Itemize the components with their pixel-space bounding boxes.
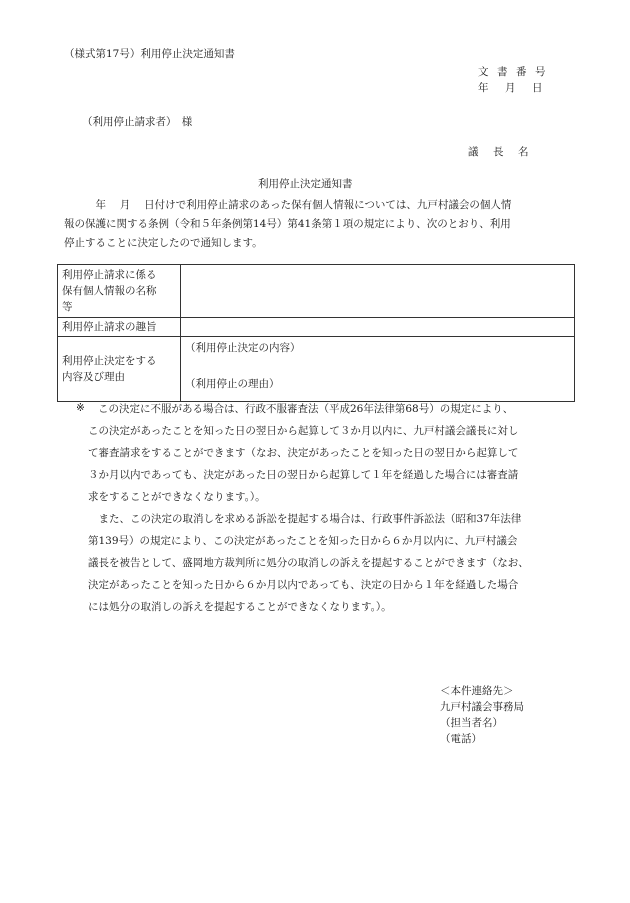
note-line: ３か月以内であっても、決定があった日の翌日から起算して１年を経過した場合には審査請 <box>88 469 519 481</box>
table-row <box>58 265 575 318</box>
body-line: 報の保護に関する条例（令和５年条例第14号）第41条第１項の規定により、次のとおり、利用 <box>64 218 511 230</box>
contact-heading: ＜本件連絡先＞ <box>440 685 514 697</box>
note-line: この決定に不服がある場合は、行政不服審査法（平成26年法律第68号）の規定により、 <box>98 403 514 415</box>
table-row <box>58 337 575 402</box>
note-line: には処分の取消しの訴えを提起することができなくなります。）。 <box>88 601 392 613</box>
table-label-cell: 利用停止請求の趣旨 <box>58 318 181 337</box>
note-line: 求をすることができなくなります。）。 <box>88 491 266 503</box>
value-line: （利用停止決定の内容） <box>185 342 301 354</box>
body-paragraph <box>64 196 564 253</box>
contact-phone: （電話） <box>440 733 482 745</box>
table-value-cell <box>181 337 575 402</box>
document-title: 利用停止決定通知書 <box>258 178 353 190</box>
body-line: 年 月 日付けで利用停止請求のあった保有個人情報については、九戸村議会の個人情 <box>64 199 512 211</box>
value-line <box>185 357 570 375</box>
note-paragraph-1-cont <box>88 420 568 508</box>
note-line: この決定があったことを知った日の翌日から起算して３か月以内に、九戸村議会議長に対し <box>88 425 519 437</box>
form-label: （様式第17号）利用停止決定通知書 <box>64 48 235 60</box>
note-line: て審査請求をすることができます（なお、決定があったことを知った日の翌日から起算して <box>88 447 519 459</box>
label-line: 等 <box>62 301 73 313</box>
note-line: 決定があったことを知った日から６か月以内であっても、決定の日から１年を経過した場合 <box>88 579 519 591</box>
addressee: （利用停止請求者） 様 <box>82 116 193 128</box>
document-number: 文書番号 <box>478 66 554 78</box>
sender-name: 議 長 名 <box>468 146 531 158</box>
table-row <box>58 318 575 337</box>
note-paragraph-1 <box>98 398 568 420</box>
contact-office: 九戸村議会事務局 <box>440 701 524 713</box>
contact-block <box>440 683 524 747</box>
table-label-cell <box>58 265 181 318</box>
label-line: 内容及び理由 <box>62 371 125 383</box>
note-paragraph-2 <box>88 508 568 618</box>
decision-table <box>57 264 575 402</box>
table-label-cell <box>58 337 181 402</box>
label-line: 保有個人情報の名称 <box>62 285 157 297</box>
document-date: 年 月 日 <box>478 82 546 94</box>
label-line: 利用停止決定をする <box>62 355 157 367</box>
label-line: 利用停止請求に係る <box>62 269 157 281</box>
note-line: 議長を被告として、盛岡地方裁判所に処分の取消しの訴えを提起することができます（なお、 <box>88 557 529 569</box>
table-value-cell <box>181 265 575 318</box>
note-mark: ※ <box>76 402 85 414</box>
value-line: （利用停止の理由） <box>185 378 280 390</box>
body-line: 停止することに決定したので通知します。 <box>64 237 263 249</box>
table-value-cell <box>181 318 575 337</box>
note-line: 第139号）の規定により、この決定があったことを知った日から６か月以内に、九戸村議会 <box>88 535 518 547</box>
contact-person: （担当者名） <box>440 717 503 729</box>
note-line: また、この決定の取消しを求める訴訟を提起する場合は、行政事件訴訟法（昭和37年法律 <box>88 513 522 525</box>
